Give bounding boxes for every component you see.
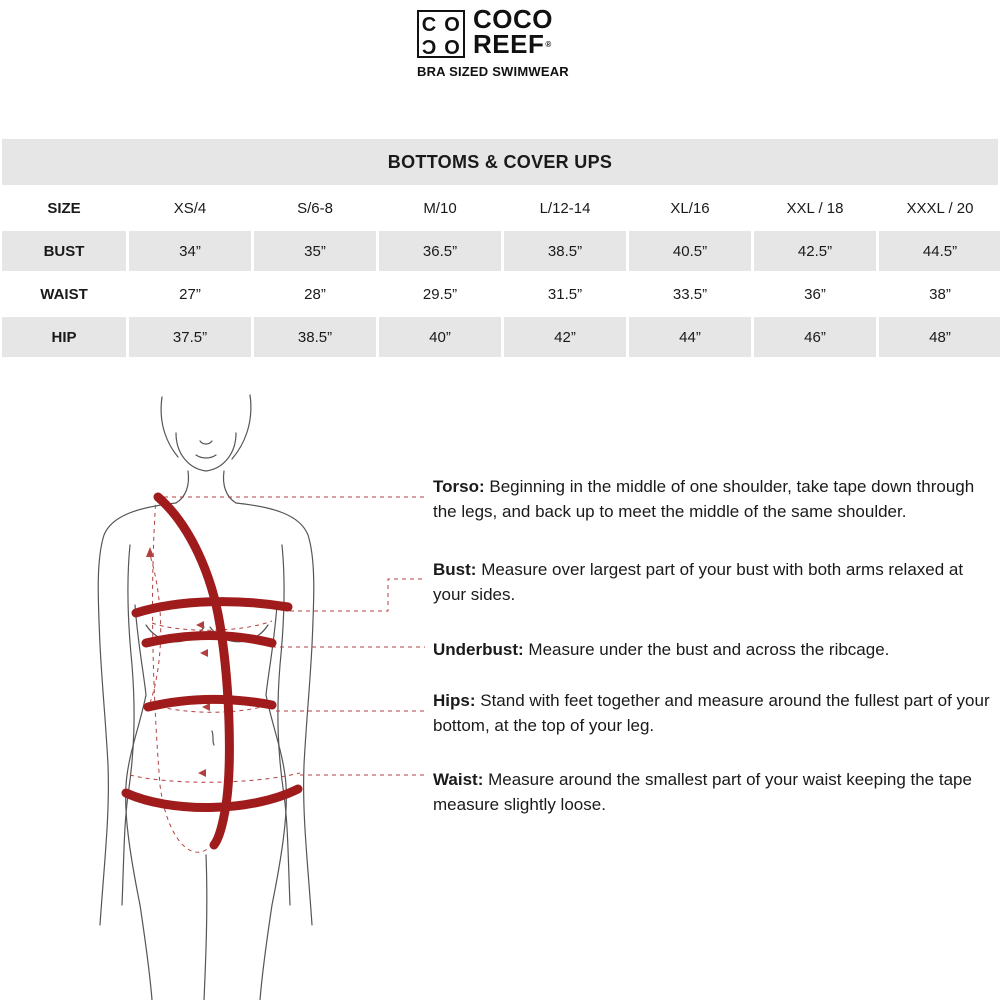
- registered-mark: ®: [545, 40, 552, 49]
- instruction-term: Underbust:: [433, 640, 524, 659]
- table-row-bust: [0, 231, 1000, 271]
- measuring-tapes: [126, 497, 298, 845]
- brand-name-line: COCO: [473, 4, 553, 34]
- brand-name: [473, 4, 553, 59]
- table-cell: 44”: [629, 317, 751, 357]
- instruction-text: Measure over largest part of your bust with both arms relaxed at your sides.: [433, 560, 964, 604]
- table-cell: 44.5”: [879, 231, 1000, 271]
- table-cell: M/10: [423, 199, 457, 217]
- underbust-tape: [146, 636, 272, 644]
- instruction-torso: [433, 474, 998, 524]
- table-cell: 38”: [929, 285, 951, 303]
- instruction-term: Bust:: [433, 560, 477, 579]
- table-cell: 38.5”: [254, 317, 376, 357]
- logo-mark-letter: O: [444, 14, 460, 36]
- row-header: BUST: [2, 231, 126, 271]
- table-cell: 38.5”: [504, 231, 626, 271]
- table-cell: 37.5”: [129, 317, 251, 357]
- instruction-text: Measure around the smallest part of your waist keeping the tape measure slightly loose.: [433, 770, 972, 814]
- table-cell: 27”: [179, 285, 201, 303]
- table-cell: S/6-8: [297, 199, 333, 217]
- table-cell: 48”: [879, 317, 1000, 357]
- instruction-text: Beginning in the middle of one shoulder, take tape down through the legs, and back up to meet the middle of the same shoulder.: [433, 477, 975, 521]
- brand-logo: [417, 4, 597, 82]
- table-row-waist: [0, 274, 1000, 314]
- table-cell: 42”: [504, 317, 626, 357]
- brand-name-line: [473, 29, 553, 59]
- table-cell: 31.5”: [547, 285, 583, 303]
- table-row-size: [0, 188, 1000, 228]
- table-cell: 40.5”: [629, 231, 751, 271]
- brand-tagline: BRA SIZED SWIMWEAR: [417, 64, 569, 79]
- size-chart-title: BOTTOMS & COVER UPS: [2, 139, 998, 185]
- table-cell: 46”: [754, 317, 876, 357]
- table-cell: 28”: [304, 285, 326, 303]
- instruction-text: Measure under the bust and across the ribcage.: [528, 640, 890, 659]
- instruction-hips: [433, 688, 998, 738]
- row-header: HIP: [2, 317, 126, 357]
- instruction-text: Stand with feet together and measure around the fullest part of your bottom, at the top of your leg.: [433, 691, 990, 735]
- table-cell: 42.5”: [754, 231, 876, 271]
- instruction-underbust: [433, 637, 998, 662]
- torso-tape: [158, 497, 229, 845]
- table-cell: 33.5”: [672, 285, 708, 303]
- instruction-bust: [433, 557, 998, 607]
- instruction-term: Hips:: [433, 691, 476, 710]
- instruction-term: Torso:: [433, 477, 485, 496]
- table-cell: 29.5”: [422, 285, 458, 303]
- logo-mark-letter: O: [444, 37, 460, 58]
- logo-mark-letter: C: [421, 35, 437, 57]
- size-chart-table: [0, 139, 1000, 357]
- logo-mark-letter: C: [421, 14, 437, 36]
- table-cell: 34”: [129, 231, 251, 271]
- table-cell: 40”: [379, 317, 501, 357]
- row-header: WAIST: [40, 285, 88, 303]
- table-cell: L/12-14: [539, 199, 591, 217]
- table-row-hip: [0, 317, 1000, 357]
- instruction-term: Waist:: [433, 770, 484, 789]
- brand-name-line-2: REEF: [473, 29, 545, 59]
- table-cell: XL/16: [670, 199, 710, 217]
- instruction-waist: [433, 767, 998, 817]
- table-cell: XXL / 18: [786, 199, 844, 217]
- table-cell: 35”: [254, 231, 376, 271]
- coco-reef-logo-mark: [417, 10, 465, 58]
- table-cell: XXXL / 20: [906, 199, 974, 217]
- row-header: SIZE: [47, 199, 81, 217]
- guide-arrows: [146, 547, 210, 777]
- body-measurement-illustration: [0, 385, 440, 1000]
- waist-tape: [126, 789, 298, 808]
- table-cell: 36”: [804, 285, 826, 303]
- table-cell: XS/4: [173, 199, 207, 217]
- table-cell: 36.5”: [379, 231, 501, 271]
